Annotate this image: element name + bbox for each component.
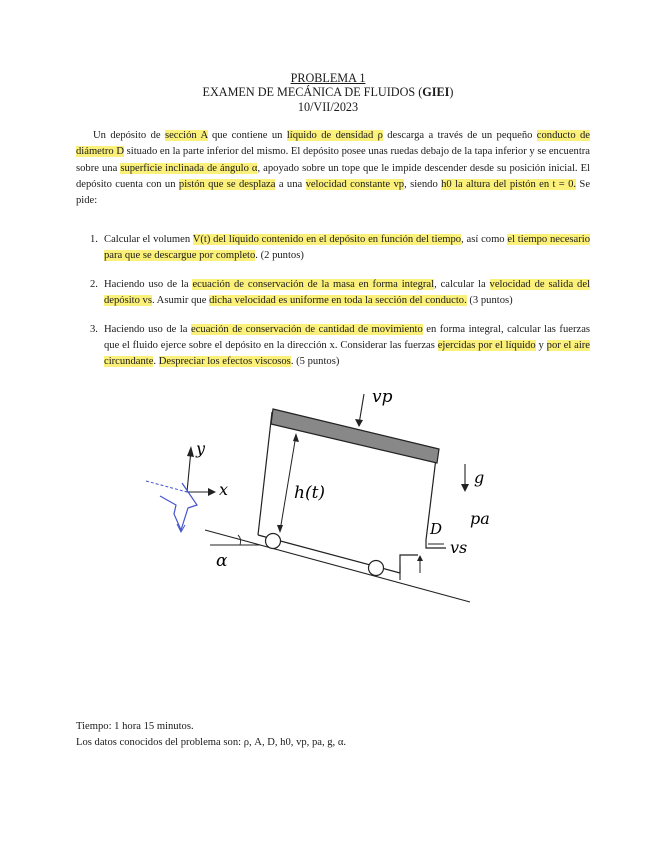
outlet-duct (400, 540, 446, 573)
inclined-surface (205, 530, 470, 602)
vp-label: vp (372, 387, 393, 407)
gravity-label: g (474, 468, 485, 487)
vp-arrow (359, 394, 364, 424)
exam-header (0, 71, 656, 114)
wheel (266, 534, 281, 549)
vs-label: vs (450, 538, 468, 557)
footer (76, 719, 596, 751)
highlight: sección A (164, 130, 208, 141)
highlight: conducto de diámetro D (76, 130, 590, 158)
blue-annotation (160, 483, 197, 530)
wheel (369, 561, 384, 576)
exam-date: 10/VII/2023 (297, 99, 359, 114)
pa-label: pa (470, 509, 490, 528)
problem-statement: Un depósito de sección A que contiene un líquido de densidad ρ descarga a través de un pequeño conducto de diámetro D situado en la parte inferior del mismo. El depósito posee unas ruedas debajo de la tapa inferior y se encuentra sobre una superficie inclinada de ángulo α, apoyado sobre un tope que le impide descender desde su posición inicial. El depósito cuenta con un pistón que se desplaza a una velocidad constante vp, siendo h0 la altura del pistón en t = 0. Se pide: (76, 130, 591, 207)
problem-title: PROBLEMA 1 (290, 71, 366, 85)
diameter-label: D (430, 520, 443, 538)
tank-diagram (130, 380, 490, 620)
task-item: 2. Haciendo uso de la ecuación de conservación de la masa en forma integral, calcular la velocidad de salida del depósito vs. Asumir que dicha velocidad es uniforme en toda la sección del conducto. (3 puntos) (90, 279, 590, 306)
exam-duration: Tiempo: 1 hora 15 minutos. (76, 721, 194, 732)
height-label: h(t) (294, 483, 326, 503)
highlight: pistón que se desplaza (178, 178, 276, 190)
tank-left-wall (258, 412, 272, 535)
blue-annotation (146, 481, 187, 492)
task-list (76, 232, 590, 383)
task-item: 3. Haciendo uso de la ecuación de conservación de cantidad de movimiento en forma integral, calcular las fuerzas que el fluido ejerce sobre el depósito en la dirección x. Considerar las fuerzas ejercidas por el líquido y por el aire circundante. Despreciar los efectos viscosos. (5 puntos) (90, 324, 591, 367)
exam-title: EXAMEN DE MECÁNICA DE FLUIDOS (GIEI) (202, 85, 454, 100)
task-item: 1. Calcular el volumen V(t) del líquido contenido en el depósito en función del tiempo, así como el tiempo necesario para que se descargue por completo. (2 puntos) (90, 234, 590, 261)
alpha-label: α (216, 551, 228, 571)
highlight: h0 la altura del pistón en t = 0. (441, 178, 577, 190)
highlight: líquido de densidad ρ (286, 130, 383, 141)
x-axis-label: x (219, 480, 229, 499)
highlight: velocidad constante vp (305, 178, 405, 190)
angle-arc (238, 535, 241, 545)
y-axis-label: y (196, 439, 206, 458)
highlight: superficie inclinada de ángulo α (120, 162, 258, 174)
known-data: Los datos conocidos del problema son: ρ, A, D, h0, vp, pa, g, α. (76, 737, 347, 748)
